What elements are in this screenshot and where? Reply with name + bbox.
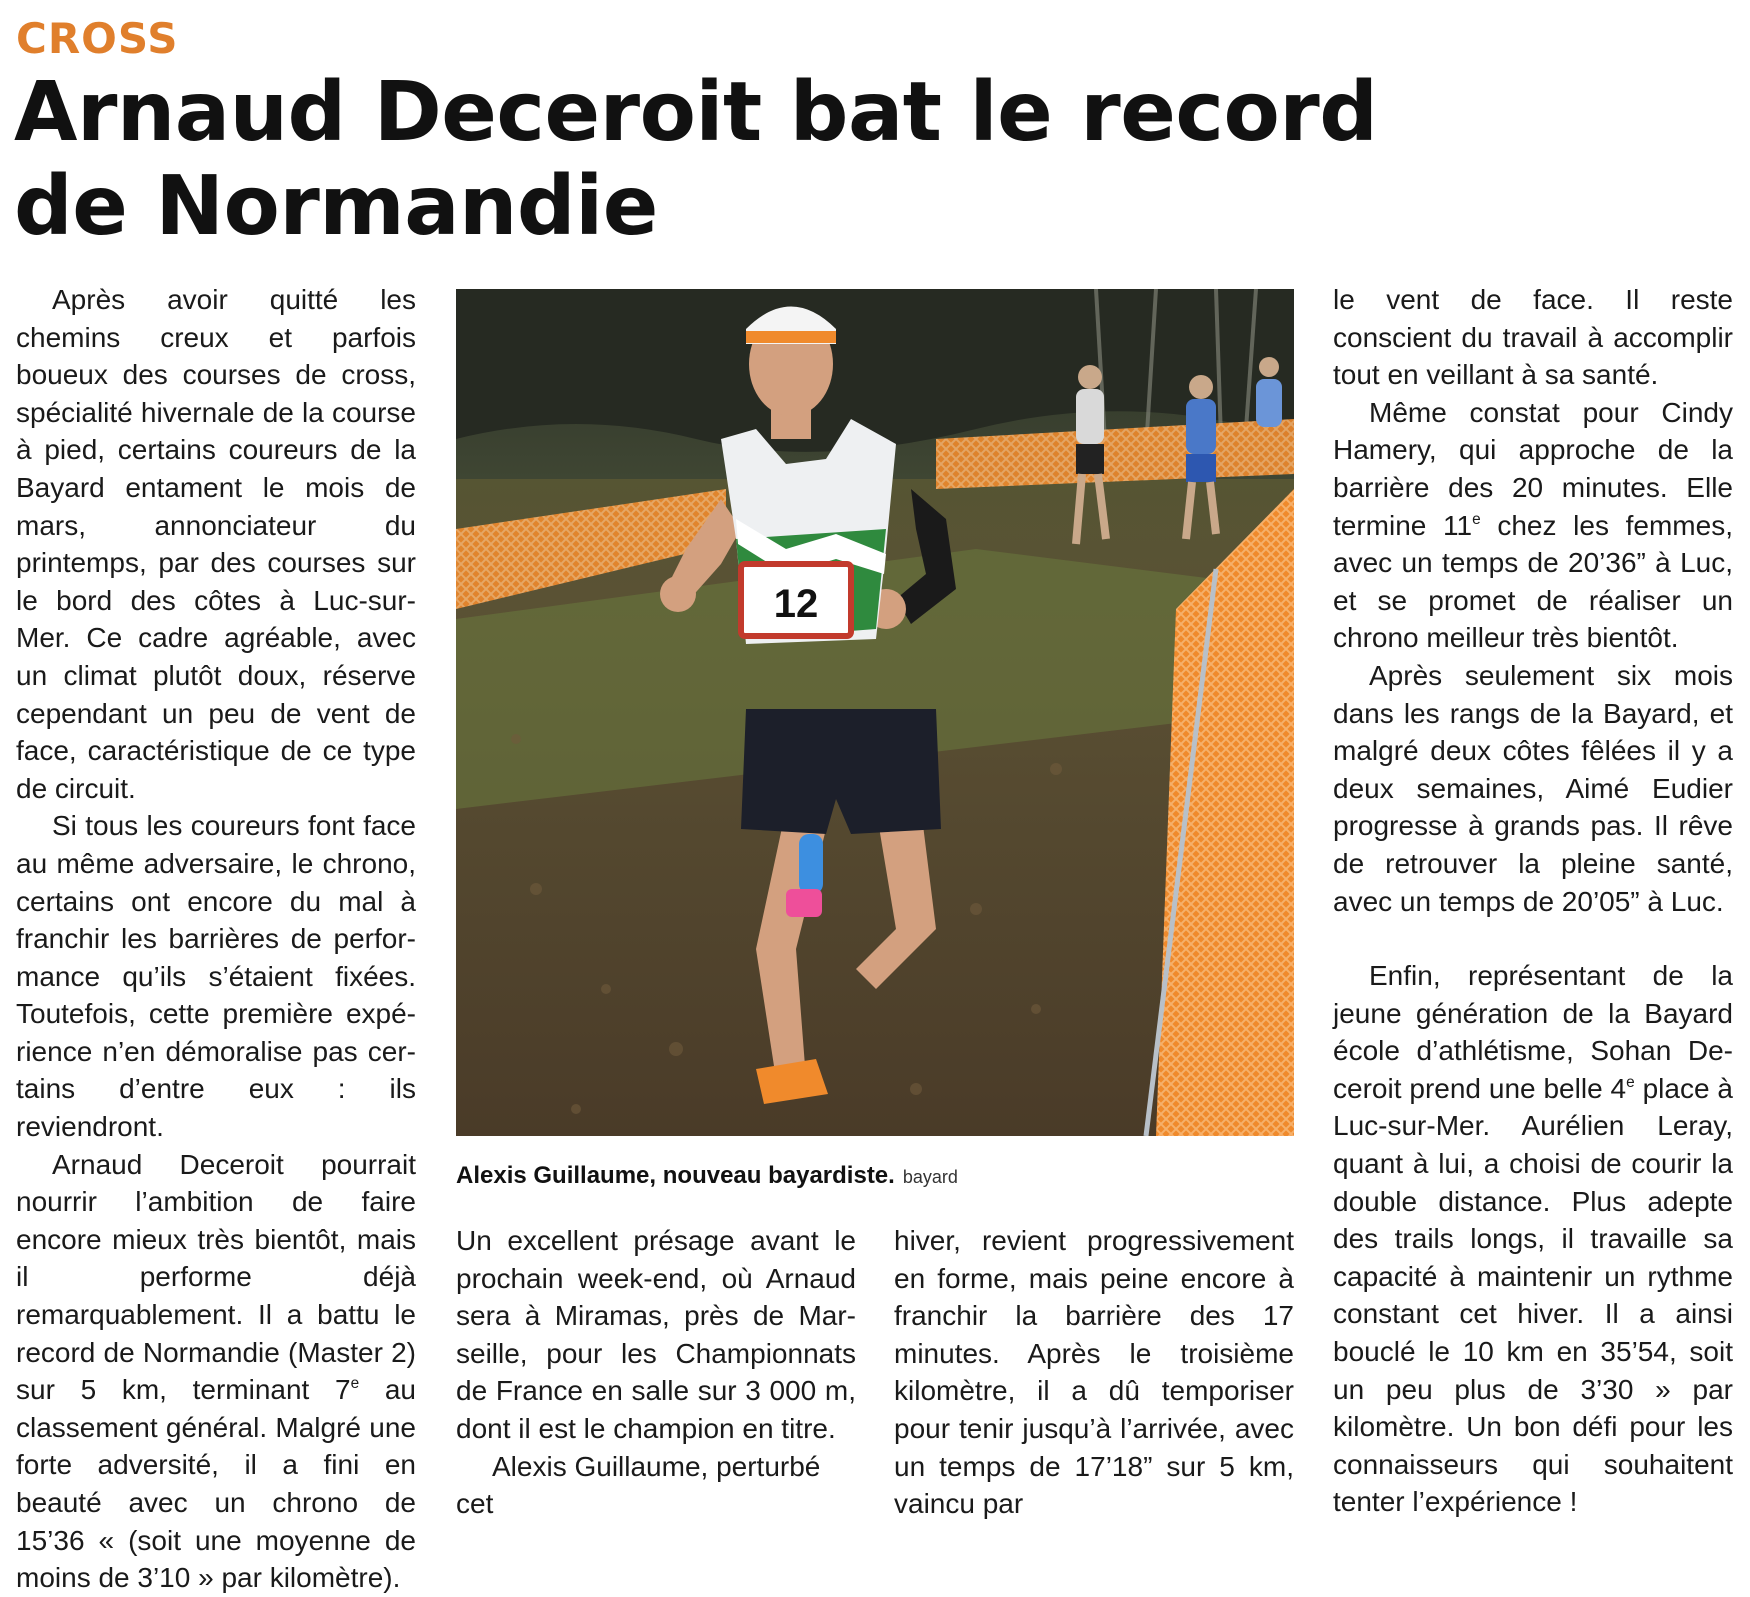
article-column-2 xyxy=(456,1222,856,1523)
photo-credit: bayard xyxy=(902,1167,958,1187)
paragraph: le vent de face. Il reste conscient du travail à accomplir tout en veillant à sa santé. xyxy=(1333,284,1733,391)
paragraph: hiver, revient progressivement en forme, mais peine encore à franchir la barrière des 17 minutes. Après le troisième kilomètre, il a dû temporiser pour tenir jusqu’à l’arrivée, avec un temps de 17’18” sur 5 km, vaincu par xyxy=(894,1225,1294,1520)
paragraph: Après seulement six mois dans les rangs de la Bayard, et malgré deux côtes fêlées il y a deux semaines, Aimé Eudier progresse à grands pas. Il rêve de retrouver la pleine santé, avec un temps de 20’05” à Luc. xyxy=(1333,659,1733,917)
article-column-1 xyxy=(16,281,416,1597)
paragraph: Si tous les coureurs font face au même adversaire, le chrono, certains ont encore du mal à franchir les barrières de performance qu’ils s’étaient fixées. Toutefois, cette première expérience n’en démoralise pas certains d’entre eux : ils reviendront. xyxy=(16,810,416,1143)
paragraph: Un excellent présage avant le prochain week-end, où Arnaud sera à Miramas, près de Marseille, pour les Championnats de France en salle sur 3 000 m, dont il est le champion en titre. xyxy=(456,1225,856,1444)
photo-caption xyxy=(456,1160,958,1193)
paragraph: Arnaud Deceroit pourrait nourrir l’ambition de faire encore mieux très bientôt, mais il performe déjà remarquablement. Il a battu le record de Normandie (Master 2) sur 5 km, terminant 7e au classement général. Malgré une forte adversité, il a fini en beauté avec un chrono de 15’36 « (soit une moyenne de moins de 3’10 » par kilomètre). xyxy=(16,1148,416,1594)
paragraph: Après avoir quitté les chemins creux et parfois boueux des courses de cross, spécialité hivernale de la course à pied, certains coureurs de la Bayard entament le mois de mars, annonciateur du printemps, par des courses sur le bord des côtes à Luc-sur-Mer. Ce cadre agréable, avec un climat plutôt doux, réserve cependant un peu de vent de face, caractéristique de ce type de circuit. xyxy=(16,284,416,804)
paragraph: Alexis Guillaume, perturbé cet xyxy=(456,1450,821,1520)
paragraph: Même constat pour Cindy Hamery, qui approche de la barrière des 20 minutes. Elle termine 11e chez les femmes, avec un temps de 20’36” à Luc, et se promet de réaliser un chrono meilleur très bientôt. xyxy=(1333,396,1733,654)
article-column-3 xyxy=(894,1222,1294,1523)
bib-number: 12 xyxy=(773,582,819,626)
headline: Arnaud Deceroit bat le record de Normandie xyxy=(14,65,1378,254)
article-column-4 xyxy=(1333,281,1733,1521)
runner-photo xyxy=(456,289,1294,1136)
section-kicker: CROSS xyxy=(16,14,179,63)
caption-text: Alexis Guillaume, nouveau bayardiste. xyxy=(456,1162,895,1189)
paragraph: Enfin, représentant de la jeune génération de la Bayard école d’athlétisme, Sohan Deceroit prend une belle 4e place à Luc-sur-Mer. Aurélien Leray, quant à lui, a choisi de courir la double distance. Plus adepte des trails longs, il travaille sa capacité à maintenir un rythme constant cet hiver. Il a ainsi bouclé le 10 km en 35’54, soit un peu plus de 3’30 » par kilomètre. Un bon défi pour les connaisseurs qui souhaitent tenter l’expérience ! xyxy=(1333,960,1733,1518)
